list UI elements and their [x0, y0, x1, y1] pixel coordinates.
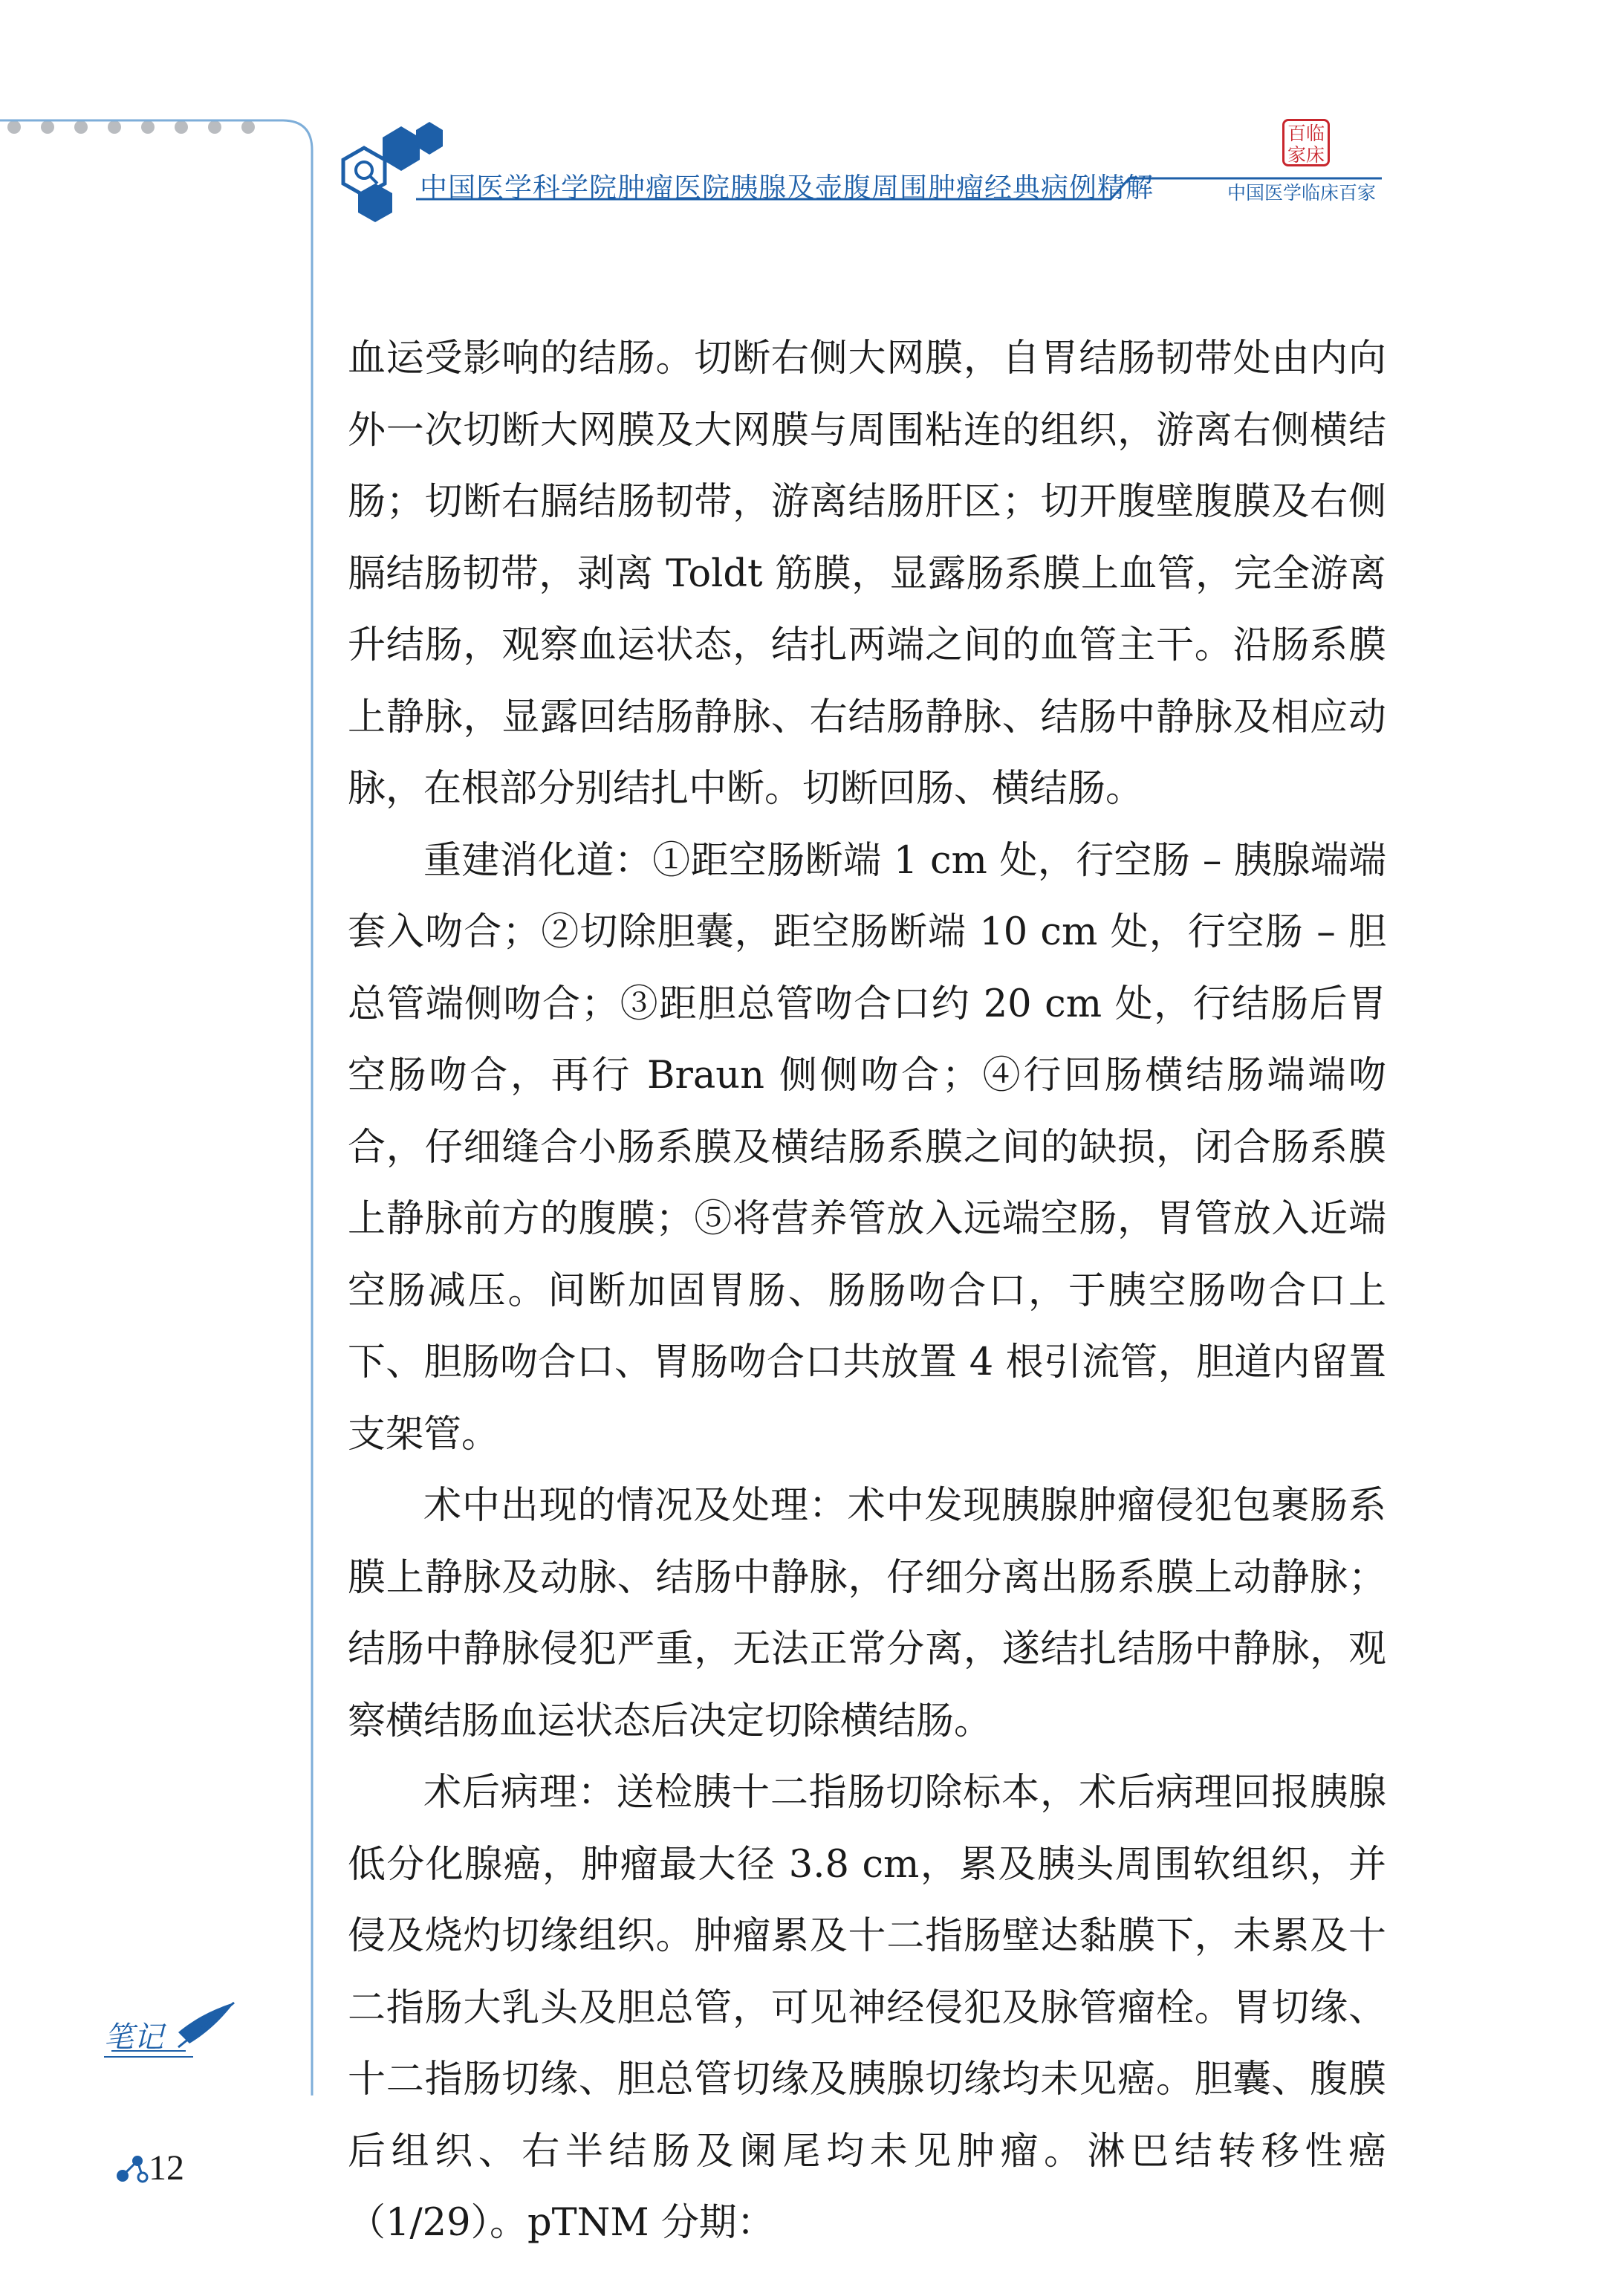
pin-dot [7, 120, 21, 134]
book-title: 中国医学科学院肿瘤医院胰腺及壶腹周围肿瘤经典病例精解 [420, 172, 1154, 204]
pin-dot [74, 120, 88, 134]
page-number: 12 [149, 2148, 184, 2188]
paragraph: 血运受影响的结肠。切断右侧大网膜，自胃结肠韧带处由内向外一次切断大网膜及大网膜与周围粘连的组织，游离右侧横结肠；切断右膈结肠韧带，游离结肠肝区；切开腹壁腹膜及右侧膈结肠韧带，剥离 Toldt 筋膜，显露肠系膜上血管，完全游离升结肠，观察血运状态，结扎两端之间的血管主干。沿肠系膜上静脉，显露回结肠静脉、右结肠静脉、结肠中静脉及相应动脉，在根部分别结扎中断。切断回肠、横结肠。 [348, 337, 1386, 811]
body-text [348, 323, 1386, 2260]
paragraph: 术中出现的情况及处理：术中发现胰腺肿瘤侵犯包裹肠系膜上静脉及动脉、结肠中静脉，仔细分离出肠系膜上动静脉；结肠中静脉侵犯严重，无法正常分离，遂结扎结肠中静脉，观察横结肠血运状态后决定切除横结肠。 [348, 1484, 1386, 1743]
pin-dot [141, 120, 155, 134]
paragraph: 重建消化道：①距空肠断端 1 cm 处，行空肠 – 胰腺端端套入吻合；②切除胆囊，距空肠断端 10 cm 处，行空肠 – 胆总管端侧吻合；③距胆总管吻合口约 20 cm 处，行结肠后胃空肠吻合，再行 Braun 侧侧吻合；④行回肠横结肠端端吻合，仔细缝合小肠系膜及横结肠系膜之间的缺损，闭合肠系膜上静脉前方的腹膜；⑤将营养管放入远端空肠，胃管放入近端空肠减压。间断加固胃肠、肠肠吻合口，于胰空肠吻合口上下、胆肠吻合口、胃肠吻合口共放置 4 根引流管，胆道内留置支架管。 [348, 838, 1386, 1456]
notes-label: 笔记 [104, 2020, 163, 2055]
series-name: 中国医学临床百家 [1227, 182, 1377, 204]
pin-dot [208, 120, 221, 134]
pin-dot [175, 120, 188, 134]
pin-dot [108, 120, 121, 134]
paragraph: 术后病理：送检胰十二指肠切除标本，术后病理回报胰腺低分化腺癌，肿瘤最大径 3.8 cm，累及胰头周围软组织，并侵及烧灼切缘组织。肿瘤累及十二指肠壁达黏膜下，未累及十二指肠大乳头及胆总管，可见神经侵犯及脉管瘤栓。胃切缘、十二指肠切缘、胆总管切缘及胰腺切缘均未见癌。胆囊、腹膜后组织、右半结肠及阑尾均未见肿瘤。淋巴结转移性癌（1/29）。pTNM 分期： [348, 1771, 1386, 2245]
series-seal-logo: 百临家床 [1282, 119, 1330, 166]
pin-dot [241, 120, 255, 134]
pin-dot [41, 120, 54, 134]
molecule-icon [117, 2156, 147, 2182]
